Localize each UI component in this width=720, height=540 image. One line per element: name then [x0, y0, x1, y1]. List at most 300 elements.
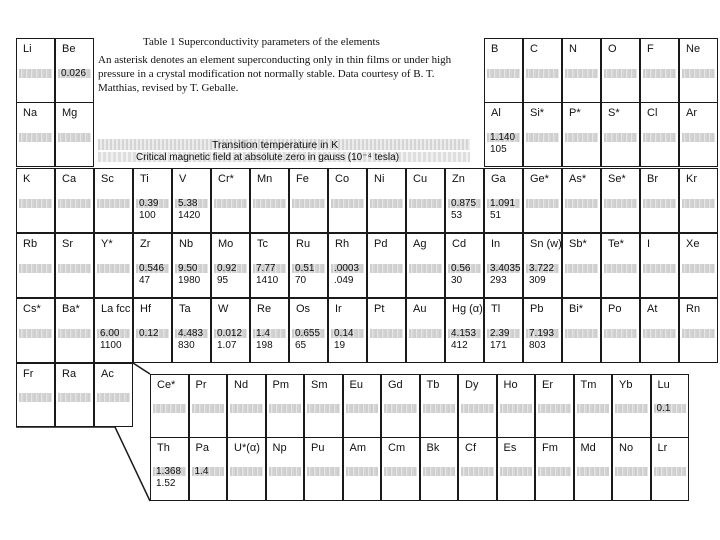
table-title: Table 1 Superconductivity parameters of the elements — [143, 36, 380, 48]
scan-shading — [538, 404, 571, 413]
scan-shading — [370, 199, 403, 208]
element-cell-li — [16, 38, 55, 103]
element-cell-hf — [133, 298, 172, 363]
scan-shading — [409, 329, 442, 338]
element-cell-ir — [328, 298, 367, 363]
element-cell-pr — [189, 374, 228, 438]
element-cell-mn — [250, 168, 289, 233]
element-cell-pb — [523, 298, 562, 363]
element-symbol: Br — [647, 173, 658, 185]
scan-shading — [643, 199, 676, 208]
legend-critical-field: Critical magnetic field at absolute zero in gauss (10⁻⁴ tesla) — [136, 152, 400, 163]
element-symbol: Es — [503, 442, 517, 454]
element-symbol: Rn — [686, 303, 701, 315]
transition-temperature: 1.091 — [490, 197, 516, 209]
element-cell-v — [172, 168, 211, 233]
element-symbol: Lu — [657, 379, 670, 391]
scan-shading — [230, 467, 263, 476]
scan-shading — [19, 393, 52, 402]
element-cell-ac — [94, 363, 133, 427]
element-symbol: Dy — [465, 379, 479, 391]
element-symbol: Pb — [530, 303, 544, 315]
element-cell-ni — [367, 168, 406, 233]
element-cell-at — [640, 298, 679, 363]
scan-shading — [565, 264, 598, 273]
element-symbol: Cd — [452, 238, 467, 250]
critical-field: 1980 — [178, 274, 201, 286]
element-cell-sb — [562, 233, 601, 298]
scan-shading — [19, 133, 52, 142]
element-symbol: Ag — [413, 238, 427, 250]
element-symbol: Os — [296, 303, 311, 315]
critical-field: 95 — [217, 274, 229, 286]
element-cell-c — [523, 38, 562, 103]
element-cell-cs — [16, 298, 55, 363]
scan-shading — [269, 404, 302, 413]
scan-shading — [19, 199, 52, 208]
element-symbol: Mo — [218, 238, 234, 250]
element-cell-lu — [651, 374, 690, 438]
transition-temperature: 6.00 — [100, 327, 120, 339]
element-cell-er — [535, 374, 574, 438]
element-cell-tm — [574, 374, 613, 438]
element-cell-yb — [612, 374, 651, 438]
critical-field: 830 — [178, 339, 195, 351]
element-cell-ca — [55, 168, 94, 233]
element-symbol: U*(α) — [234, 442, 260, 454]
scan-shading — [577, 467, 610, 476]
element-cell-th — [150, 437, 189, 501]
transition-temperature: 0.012 — [217, 327, 243, 339]
scan-shading — [565, 329, 598, 338]
element-cell-cd — [445, 233, 484, 298]
scan-shading — [604, 199, 637, 208]
element-symbol: Fm — [542, 442, 558, 454]
scan-shading — [19, 329, 52, 338]
transition-temperature: 5.38 — [178, 197, 198, 209]
critical-field: 100 — [139, 209, 156, 221]
element-cell-f — [640, 38, 679, 103]
element-cell-w — [211, 298, 250, 363]
element-symbol: Nd — [234, 379, 249, 391]
transition-temperature: 0.026 — [61, 67, 87, 79]
element-symbol: Ce* — [157, 379, 176, 391]
element-symbol: Lr — [657, 442, 668, 454]
scan-shading — [487, 69, 520, 78]
element-cell-pa — [189, 437, 228, 501]
element-cell-am — [343, 437, 382, 501]
element-symbol: Hg (α) — [452, 303, 483, 315]
element-symbol: Mg — [62, 107, 78, 119]
element-symbol: Tc — [257, 238, 268, 250]
element-symbol: K — [23, 173, 31, 185]
critical-field: 65 — [295, 339, 307, 351]
transition-temperature: 0.1 — [656, 403, 671, 414]
element-symbol: Cr* — [218, 173, 234, 185]
element-symbol: B — [491, 43, 499, 55]
element-cell-s — [601, 102, 640, 167]
critical-field: 1100 — [100, 339, 122, 351]
element-symbol: Ne — [686, 43, 701, 55]
scan-shading — [461, 404, 494, 413]
critical-field: 105 — [490, 143, 507, 155]
element-cell-nb — [172, 233, 211, 298]
element-symbol: Th — [157, 442, 170, 454]
element-symbol: Tl — [491, 303, 501, 315]
scan-shading — [565, 69, 598, 78]
scan-shading — [682, 264, 715, 273]
element-cell-fm — [535, 437, 574, 501]
transition-temperature: .0003 — [334, 262, 360, 274]
transition-temperature: 0.875 — [451, 197, 477, 209]
scan-shading — [253, 199, 286, 208]
element-symbol: Y* — [101, 238, 113, 250]
element-cell-rb — [16, 233, 55, 298]
element-symbol: No — [619, 442, 634, 454]
scan-shading — [19, 264, 52, 273]
element-symbol: Ga — [491, 173, 506, 185]
transition-temperature: 2.39 — [490, 327, 510, 339]
element-symbol: Eu — [349, 379, 363, 391]
critical-field: 30 — [451, 274, 463, 286]
element-symbol: Be — [62, 43, 76, 55]
transition-temperature: 3.722 — [529, 262, 555, 274]
critical-field: 198 — [256, 339, 273, 351]
element-symbol: Ni — [374, 173, 385, 185]
scan-shading — [58, 329, 91, 338]
transition-temperature: 0.655 — [295, 327, 321, 339]
transition-temperature: 3.4035 — [490, 262, 521, 274]
element-symbol: Kr — [686, 173, 697, 185]
element-cell-y — [94, 233, 133, 298]
element-cell-eu — [343, 374, 382, 438]
element-cell-ho — [497, 374, 536, 438]
scan-shading — [97, 264, 130, 273]
scan-shading — [604, 69, 637, 78]
critical-field: 51 — [490, 209, 502, 221]
scan-shading — [58, 264, 91, 273]
legend-transition-temperature: Transition temperature in K — [212, 139, 339, 151]
element-symbol: Pd — [374, 238, 388, 250]
critical-field: 47 — [139, 274, 151, 286]
element-symbol: Pu — [311, 442, 325, 454]
element-symbol: Nb — [179, 238, 194, 250]
scan-shading — [526, 133, 559, 142]
element-symbol: Li — [23, 43, 32, 55]
critical-field: 1420 — [178, 209, 201, 221]
element-symbol: Er — [542, 379, 553, 391]
element-cell-in — [484, 233, 523, 298]
scan-shading — [615, 404, 648, 413]
scan-shading — [331, 199, 364, 208]
element-symbol: Se* — [608, 173, 626, 185]
element-symbol: Ba* — [62, 303, 80, 315]
element-cell-mg — [55, 102, 94, 167]
element-cell-rh — [328, 233, 367, 298]
scan-shading — [643, 264, 676, 273]
element-symbol: Re — [257, 303, 272, 315]
element-cell-ba — [55, 298, 94, 363]
element-symbol: Yb — [619, 379, 633, 391]
scan-shading — [604, 133, 637, 142]
element-symbol: Ta — [179, 303, 191, 315]
scan-shading — [409, 199, 442, 208]
element-symbol: La fcc — [101, 303, 131, 315]
critical-field: 293 — [490, 274, 507, 286]
element-cell-re — [250, 298, 289, 363]
scan-shading — [409, 264, 442, 273]
element-cell-al — [484, 102, 523, 167]
element-cell-gd — [381, 374, 420, 438]
element-symbol: Ho — [503, 379, 518, 391]
critical-field: 53 — [451, 209, 463, 221]
scan-shading — [682, 199, 715, 208]
element-cell-sr — [55, 233, 94, 298]
element-symbol: Te* — [608, 238, 624, 250]
scan-shading — [682, 69, 715, 78]
element-cell-fe — [289, 168, 328, 233]
element-cell-lr — [651, 437, 690, 501]
scan-shading — [654, 467, 687, 476]
scan-shading — [370, 329, 403, 338]
element-symbol: Ge* — [530, 173, 549, 185]
element-symbol: O — [608, 43, 617, 55]
scan-shading — [214, 199, 247, 208]
element-cell-ta — [172, 298, 211, 363]
transition-temperature: 0.56 — [451, 262, 471, 274]
element-cell-ag — [406, 233, 445, 298]
scan-shading — [423, 404, 456, 413]
critical-field: .049 — [334, 274, 354, 286]
element-cell-ar — [679, 102, 718, 167]
critical-field: 803 — [529, 339, 546, 351]
scan-shading — [230, 404, 263, 413]
element-symbol: Ir — [335, 303, 342, 315]
scan-shading — [643, 133, 676, 142]
element-symbol: N — [569, 43, 577, 55]
element-cell-zn — [445, 168, 484, 233]
transition-temperature: 0.92 — [217, 262, 237, 274]
element-symbol: P* — [569, 107, 581, 119]
element-cell-sn — [523, 233, 562, 298]
element-cell-be — [55, 38, 94, 103]
element-cell-pt — [367, 298, 406, 363]
element-symbol: Zn — [452, 173, 465, 185]
element-cell-pm — [266, 374, 305, 438]
scan-shading — [97, 199, 130, 208]
scan-shading — [577, 404, 610, 413]
scan-shading — [192, 404, 225, 413]
element-cell-es — [497, 437, 536, 501]
element-cell-fr — [16, 363, 55, 427]
element-cell-pd — [367, 233, 406, 298]
scan-shading — [526, 199, 559, 208]
scan-shading — [500, 467, 533, 476]
element-symbol: Pa — [195, 442, 209, 454]
scan-shading — [370, 264, 403, 273]
element-symbol: Au — [413, 303, 427, 315]
scan-shading — [604, 329, 637, 338]
transition-temperature: 0.51 — [295, 262, 315, 274]
transition-temperature: 7.77 — [256, 262, 276, 274]
element-symbol: Ar — [686, 107, 697, 119]
element-cell-o — [601, 38, 640, 103]
critical-field: 1410 — [256, 274, 279, 286]
scan-shading — [643, 329, 676, 338]
element-symbol: Tb — [426, 379, 440, 391]
scan-shading — [461, 467, 494, 476]
element-symbol: Np — [272, 442, 287, 454]
critical-field: 309 — [529, 274, 546, 286]
transition-temperature: 4.483 — [178, 327, 204, 339]
element-cell-tc — [250, 233, 289, 298]
element-symbol: Cm — [388, 442, 406, 454]
scan-shading — [58, 393, 91, 402]
element-symbol: Md — [580, 442, 596, 454]
element-cell-bi — [562, 298, 601, 363]
element-symbol: Gd — [388, 379, 403, 391]
scan-shading — [682, 329, 715, 338]
element-symbol: Cs* — [23, 303, 41, 315]
element-cell-p — [562, 102, 601, 167]
scan-shading — [538, 467, 571, 476]
critical-field: 19 — [334, 339, 346, 351]
scan-shading — [58, 133, 91, 142]
element-symbol: Sn (w) — [530, 238, 562, 250]
transition-temperature: 9.50 — [178, 262, 198, 274]
element-cell-hg — [445, 298, 484, 363]
element-symbol: In — [491, 238, 501, 250]
element-cell-ge — [523, 168, 562, 233]
element-cell-n — [562, 38, 601, 103]
element-symbol: Ac — [101, 368, 114, 380]
scan-shading — [604, 264, 637, 273]
element-symbol: Si* — [530, 107, 545, 119]
element-symbol: Bi* — [569, 303, 584, 315]
element-cell-cu — [406, 168, 445, 233]
element-symbol: Cu — [413, 173, 428, 185]
transition-temperature: 1.368 — [156, 466, 182, 477]
element-symbol: Sc — [101, 173, 114, 185]
element-cell-os — [289, 298, 328, 363]
element-cell-br — [640, 168, 679, 233]
scan-shading — [307, 467, 340, 476]
scan-shading — [500, 404, 533, 413]
element-symbol: Ru — [296, 238, 311, 250]
element-cell-rn — [679, 298, 718, 363]
element-symbol: W — [218, 303, 229, 315]
scan-shading — [384, 467, 417, 476]
element-symbol: Cl — [647, 107, 658, 119]
element-cell-b — [484, 38, 523, 103]
scan-shading — [307, 404, 340, 413]
element-cell-dy — [458, 374, 497, 438]
scan-shading — [19, 69, 52, 78]
element-cell-co — [328, 168, 367, 233]
element-symbol: F — [647, 43, 654, 55]
element-cell-k — [16, 168, 55, 233]
element-symbol: Pr — [195, 379, 207, 391]
element-symbol: Hf — [140, 303, 151, 315]
element-cell-cm — [381, 437, 420, 501]
scan-shading — [269, 467, 302, 476]
element-cell-ru — [289, 233, 328, 298]
element-symbol: Rb — [23, 238, 38, 250]
element-cell-nd — [227, 374, 266, 438]
element-cell-te — [601, 233, 640, 298]
scan-shading — [615, 467, 648, 476]
transition-temperature: 7.193 — [529, 327, 555, 339]
scan-shading — [292, 199, 325, 208]
element-symbol: Na — [23, 107, 38, 119]
element-symbol: Sm — [311, 379, 328, 391]
element-cell-cf — [458, 437, 497, 501]
element-symbol: Zr — [140, 238, 151, 250]
scan-shading — [526, 69, 559, 78]
element-symbol: Cf — [465, 442, 476, 454]
scan-shading — [58, 199, 91, 208]
critical-field: 70 — [295, 274, 307, 286]
element-cell-au — [406, 298, 445, 363]
transition-temperature: 0.39 — [139, 197, 159, 209]
element-cell-bk — [420, 437, 459, 501]
element-cell-se — [601, 168, 640, 233]
element-symbol: Sb* — [569, 238, 587, 250]
element-symbol: Sr — [62, 238, 73, 250]
element-cell-ra — [55, 363, 94, 427]
transition-temperature: 4.153 — [451, 327, 477, 339]
transition-temperature: 1.4 — [194, 466, 209, 477]
element-cell-ce — [150, 374, 189, 438]
element-symbol: Tm — [580, 379, 597, 391]
scan-shading — [97, 393, 130, 402]
element-cell-na — [16, 102, 55, 167]
element-cell-tb — [420, 374, 459, 438]
element-cell-sm — [304, 374, 343, 438]
element-symbol: Po — [608, 303, 622, 315]
scan-shading — [153, 404, 186, 413]
critical-field: 1.52 — [156, 478, 176, 489]
element-symbol: C — [530, 43, 538, 55]
element-symbol: At — [647, 303, 658, 315]
element-symbol: I — [647, 238, 651, 250]
scan-shading — [384, 404, 417, 413]
element-symbol: As* — [569, 173, 587, 185]
element-cell-as — [562, 168, 601, 233]
element-cell-no — [612, 437, 651, 501]
transition-temperature: 0.12 — [139, 327, 159, 339]
element-cell-ne — [679, 38, 718, 103]
element-cell-ti — [133, 168, 172, 233]
element-cell-zr — [133, 233, 172, 298]
element-symbol: Fe — [296, 173, 309, 185]
element-cell-cr — [211, 168, 250, 233]
scan-shading — [682, 133, 715, 142]
critical-field: 412 — [451, 339, 468, 351]
element-symbol: Ra — [62, 368, 77, 380]
scan-shading — [565, 199, 598, 208]
critical-field: 1.07 — [217, 339, 237, 351]
element-symbol: Fr — [23, 368, 34, 380]
scan-shading — [565, 133, 598, 142]
scan-shading — [346, 404, 379, 413]
element-symbol: Ti — [140, 173, 149, 185]
element-cell-pu — [304, 437, 343, 501]
element-cell-po — [601, 298, 640, 363]
element-cell-u — [227, 437, 266, 501]
element-cell-kr — [679, 168, 718, 233]
element-cell-cl — [640, 102, 679, 167]
